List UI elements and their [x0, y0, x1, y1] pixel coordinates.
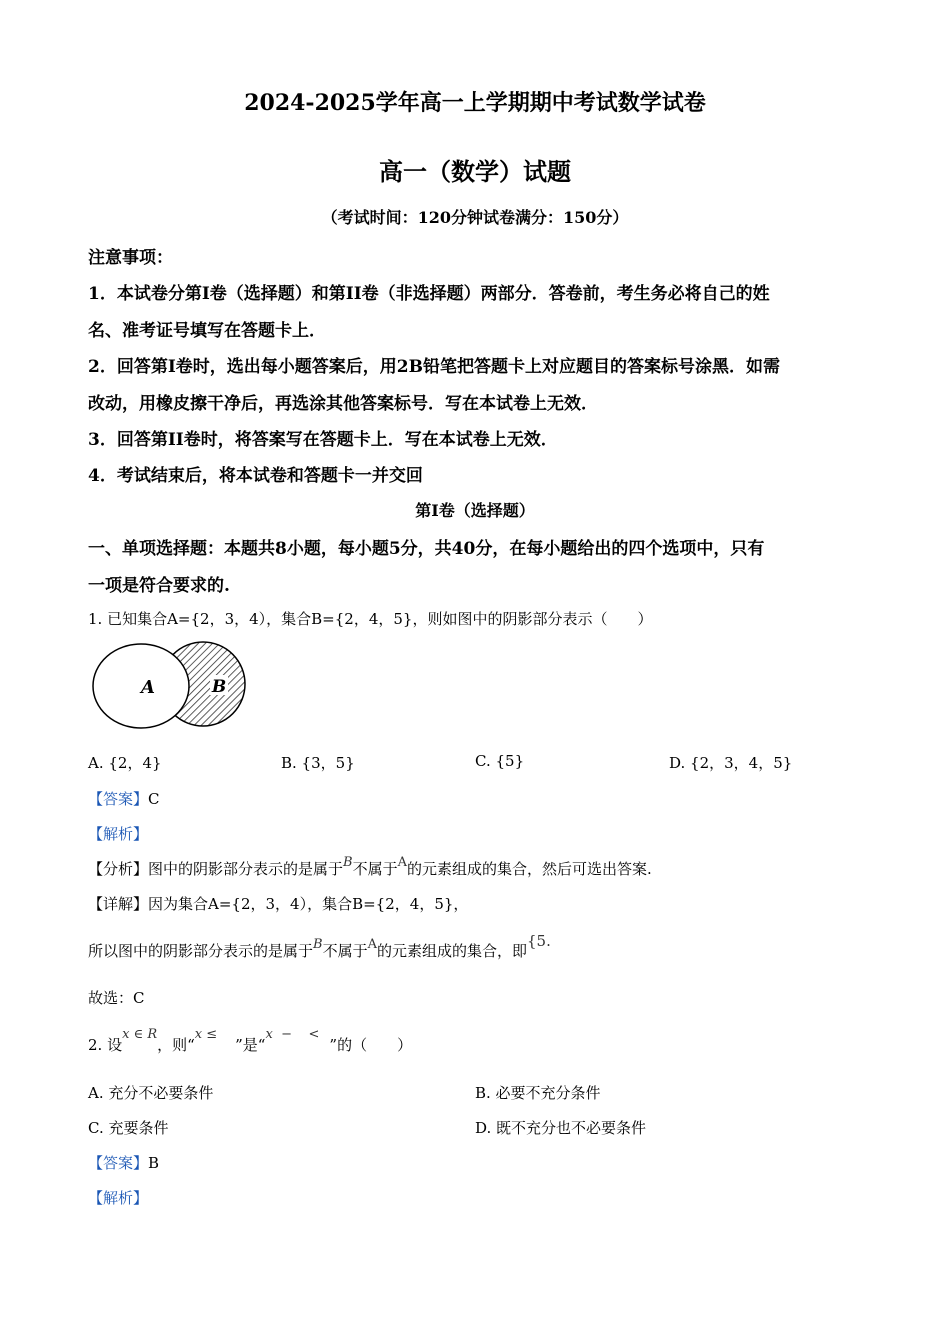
q2-formula-2: x ≤: [194, 1027, 218, 1042]
note-3: 3．回答第II卷时，将答案写在答题卡上．写在本试卷上无效．: [88, 430, 558, 450]
fenxi-tag: 【分析】: [88, 860, 149, 878]
note-4: 4．考试结束后，将本试卷和答题卡一并交回: [88, 466, 423, 486]
so-text-2: 不属于: [322, 942, 368, 960]
so-result-set: {5.: [527, 932, 551, 950]
q2-stem-2: ，则“: [157, 1036, 195, 1054]
fenxi-set-a: A: [397, 855, 407, 870]
q2-stem-4: ”的（ ）: [329, 1036, 413, 1054]
page-title: 2024-2025学年高一上学期期中考试数学试卷: [244, 90, 706, 116]
set-b-label: B: [211, 677, 227, 697]
q1-fenxi: [88, 855, 652, 879]
q2-formula-3: x − <: [265, 1027, 320, 1042]
q2-option-c: C. 充要条件: [88, 1119, 169, 1137]
q2-answer: [88, 1152, 159, 1173]
section-title: 第I卷（选择题）: [415, 501, 535, 520]
question-1-stem: 1. 已知集合A={2，3，4），集合B={2，4，5}，则如图中的阴影部分表示（ ）: [88, 610, 653, 628]
detail-text: 因为集合A={2，3，4），集合B={2，4，5}，: [148, 895, 469, 913]
fenxi-text-1: 图中的阴影部分表示的是属于: [148, 860, 344, 878]
section-instructions-line-2: 一项是符合要求的.: [88, 576, 230, 596]
q2-option-a: A. 充分不必要条件: [88, 1084, 214, 1102]
so-set-a: A: [367, 937, 377, 952]
detail-tag: 【详解】: [88, 895, 149, 913]
fenxi-text-3: 的元素组成的集合，然后可选出答案.: [407, 860, 652, 878]
q1-option-c: C. {5}: [475, 752, 525, 770]
q1-analysis-tag: 【解析】: [88, 825, 149, 843]
q1-option-d: D. {2，3，4，5}: [669, 754, 793, 772]
fenxi-set-b: B: [343, 855, 353, 870]
q1-option-a: A. {2，4}: [88, 754, 162, 772]
note-2-line-2: 改动，用橡皮擦干净后，再选涂其他答案标号．写在本试卷上无效．: [88, 394, 598, 414]
q2-option-d: D. 既不充分也不必要条件: [475, 1119, 647, 1137]
so-set-b: B: [313, 937, 323, 952]
q1-conclusion: [88, 932, 551, 961]
question-2-stem: [88, 1027, 413, 1055]
notes-heading: 注意事项：: [88, 248, 173, 268]
q2-option-b: B. 必要不充分条件: [475, 1084, 601, 1102]
note-1-line-2: 名、准考证号填写在答题卡上．: [88, 321, 326, 341]
q1-option-b: B. {3，5}: [281, 754, 355, 772]
q1-detail: [88, 893, 468, 914]
answer-tag: 【答案】: [88, 790, 149, 808]
page-subtitle: 高一（数学）试题: [379, 157, 571, 186]
answer-tag: 【答案】: [88, 1154, 149, 1172]
so-text-3: 的元素组成的集合，即: [376, 942, 527, 960]
note-2-line-1: 2．回答第I卷时，选出每小题答案后，用2B铅笔把答题卡上对应题目的答案标号涂黑．如需: [88, 357, 780, 377]
note-1-line-1: 1．本试卷分第I卷（选择题）和第II卷（非选择题）两部分．答卷前，考生务必将自己的姓: [88, 284, 770, 304]
q1-choose: 故选：C: [88, 989, 145, 1007]
q2-stem-1: 2. 设: [88, 1036, 123, 1054]
q2-stem-3: ”是“: [235, 1036, 266, 1054]
q2-analysis-tag: 【解析】: [88, 1189, 149, 1207]
set-a-label: A: [141, 677, 155, 698]
venn-diagram: [88, 640, 253, 735]
fenxi-text-2: 不属于: [352, 860, 398, 878]
q1-answer: [88, 788, 160, 809]
exam-info: （考试时间：120分钟试卷满分：150分）: [321, 208, 629, 227]
so-text-1: 所以图中的阴影部分表示的是属于: [88, 942, 314, 960]
answer-value: B: [148, 1154, 160, 1172]
section-instructions-line-1: 一、单项选择题：本题共8小题，每小题5分，共40分，在每小题给出的四个选项中，只有: [88, 539, 765, 559]
q2-formula-1: x ∈ R: [122, 1027, 158, 1042]
answer-value: C: [148, 790, 160, 808]
